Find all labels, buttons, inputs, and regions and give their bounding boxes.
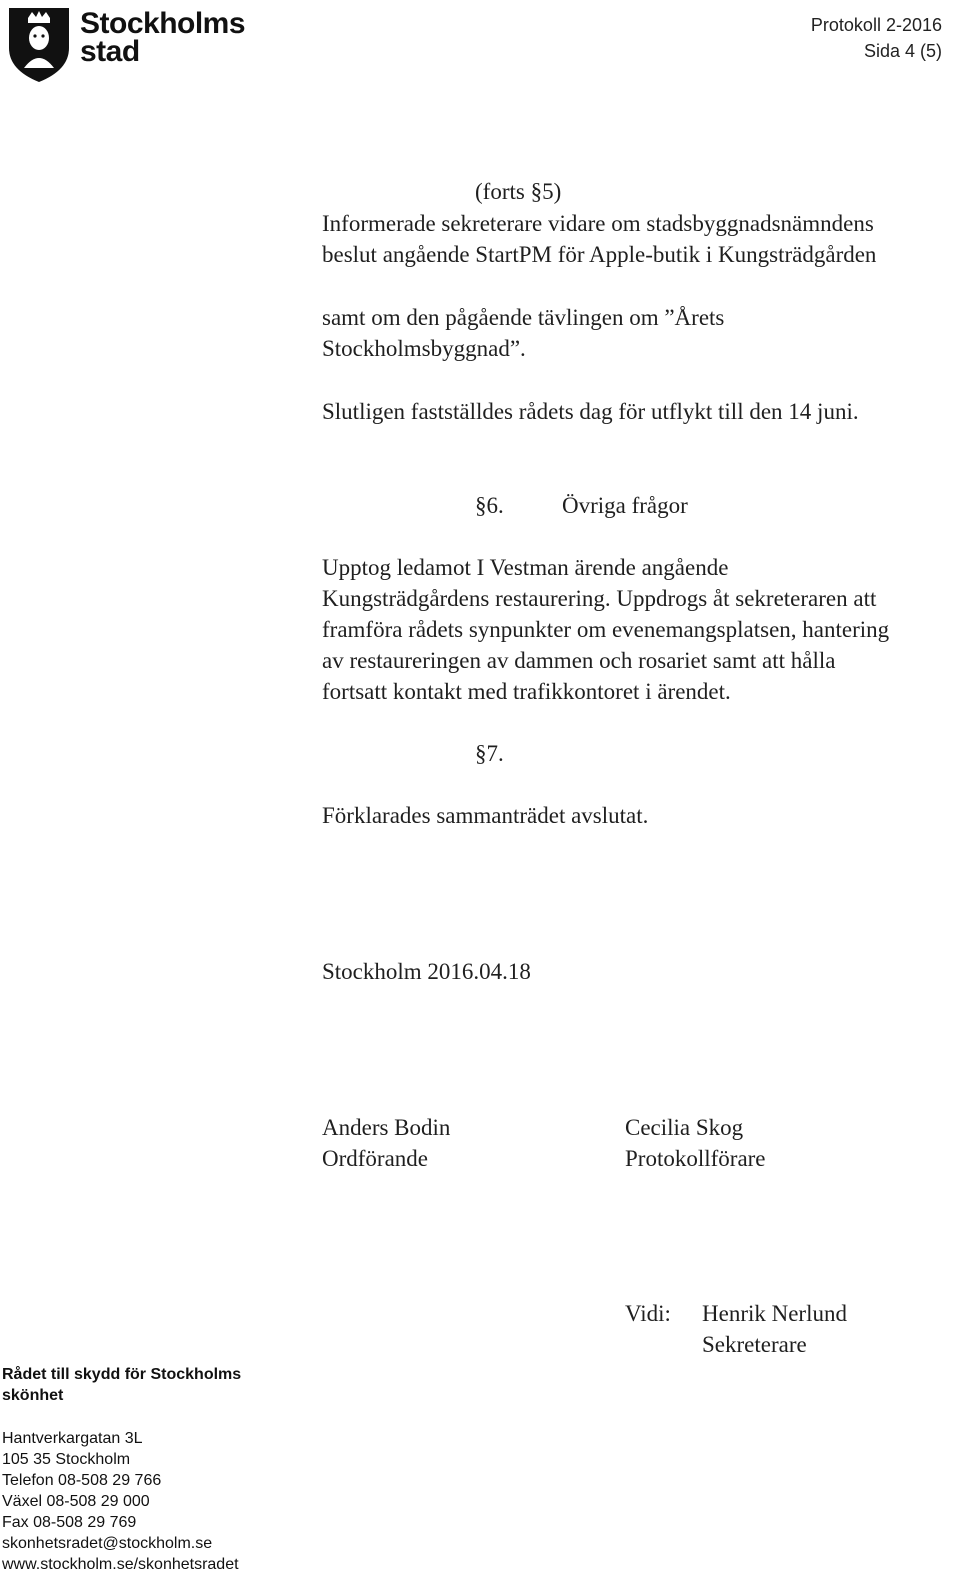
vidi-label: Vidi:: [625, 1301, 671, 1326]
footer-contact: [2, 1428, 239, 1575]
section-6-number: §6.: [475, 493, 504, 518]
fax: Fax 08-508 29 769: [2, 1514, 137, 1531]
paragraph-1: [322, 208, 942, 270]
signature-name: Cecilia Skog: [625, 1115, 744, 1140]
paragraph-line: Kungsträdgårdens restaurering. Uppdrogs åt sekreteraren att: [322, 586, 877, 611]
paragraph-2: [322, 302, 942, 364]
protocol-number: Protokoll 2-2016: [810, 15, 942, 35]
switchboard: Växel 08-508 29 000: [2, 1493, 150, 1510]
stockholm-logo: [6, 4, 245, 84]
crest-icon: [6, 4, 72, 84]
signature-role: Protokollförare: [625, 1146, 766, 1171]
website-link[interactable]: www.stockholm.se/skonhetsradet: [2, 1556, 239, 1573]
page-header: [811, 12, 942, 64]
signature-name: Henrik Nerlund: [702, 1301, 847, 1326]
signature-secretary-of-minutes: [625, 1112, 766, 1174]
organization-name: Rådet till skydd för Stockholms: [2, 1366, 242, 1383]
paragraph-line: Stockholmsbyggnad”.: [322, 336, 526, 361]
paragraph-line: beslut angående StartPM för Apple-butik i Kungsträdgården: [322, 242, 877, 267]
organization-name: skönhet: [2, 1387, 64, 1404]
signature-name: Anders Bodin: [322, 1115, 451, 1140]
paragraph-line: framföra rådets synpunkter om evenemangsplatsen, hantering: [322, 617, 890, 642]
signature-role: Sekreterare: [702, 1332, 807, 1357]
section-6-title: Övriga frågor: [562, 493, 688, 518]
section-7-text: Förklarades sammanträdet avslutat.: [322, 803, 649, 828]
page-number: Sida 4 (5): [863, 41, 942, 61]
email-link[interactable]: skonhetsradet@stockholm.se: [2, 1535, 213, 1552]
paragraph-line: samt om den pågående tävlingen om ”Årets: [322, 305, 725, 330]
logo-text-line1: Stockholms: [80, 7, 246, 40]
paragraph-line: av restaureringen av dammen och rosariet samt att hålla: [322, 648, 836, 673]
address: Hantverkargatan 3L: [2, 1430, 143, 1447]
signature-secretary: [702, 1298, 847, 1360]
paragraph-line: Upptog ledamot I Vestman ärende angående: [322, 555, 729, 580]
place-and-date: Stockholm 2016.04.18: [322, 959, 531, 984]
footer-organization: [2, 1364, 241, 1406]
section-7-number: §7.: [475, 741, 504, 766]
logo-text-line2: stad: [80, 35, 140, 68]
continuation-label: (forts §5): [475, 179, 562, 204]
paragraph-line: Informerade sekreterare vidare om stadsbyggnadsnämndens: [322, 211, 874, 236]
paragraph-3: Slutligen fastställdes rådets dag för utflykt till den 14 juni.: [322, 399, 859, 424]
signature-chairman: [322, 1112, 450, 1174]
paragraph-line: fortsatt kontakt med trafikkontoret i ärendet.: [322, 679, 731, 704]
postal-address: 105 35 Stockholm: [2, 1451, 131, 1468]
signature-role: Ordförande: [322, 1146, 429, 1171]
section-6-text: [322, 552, 942, 707]
phone: Telefon 08-508 29 766: [2, 1472, 162, 1489]
